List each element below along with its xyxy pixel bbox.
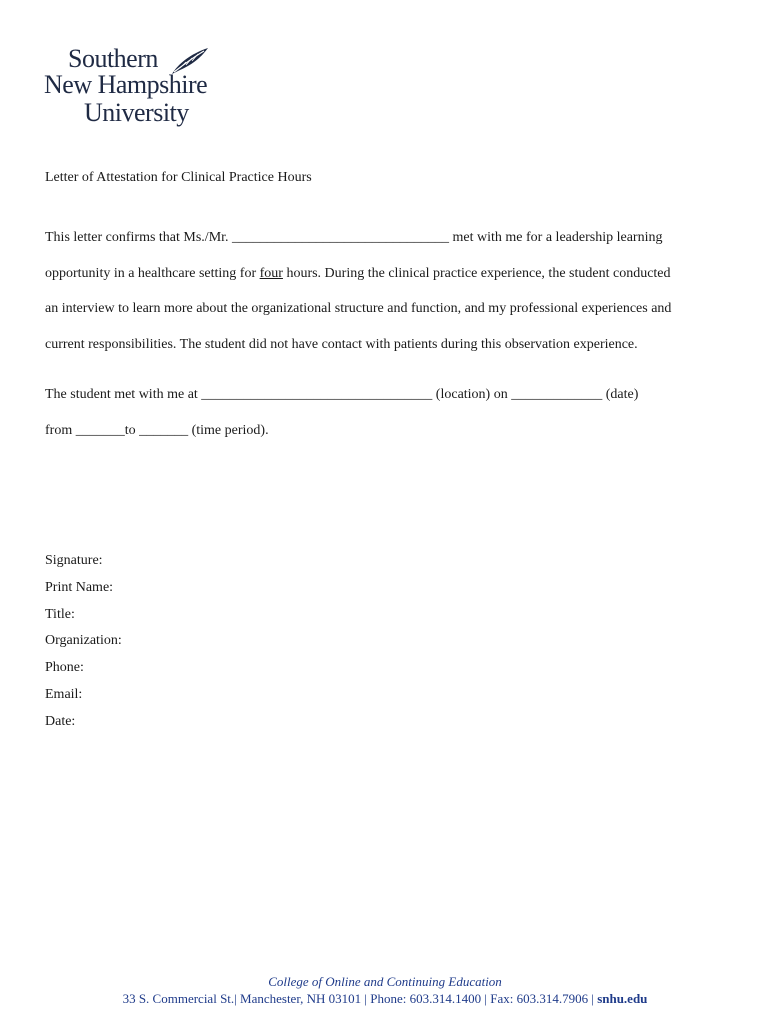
logo-line-southern: Southern (68, 44, 158, 73)
hours-underlined: four (259, 265, 283, 281)
paragraph-line: current responsibilities. The student did not have contact with patients during this observation experience. (45, 336, 638, 352)
paragraph-line: This letter confirms that Ms./Mr. _______________________________ met with me for a leadership learning (45, 230, 663, 245)
paragraph-line: an interview to learn more about the organizational structure and function, and my professional experiences and (45, 301, 672, 316)
logo-line-new-hampshire: New Hampshire (44, 70, 208, 99)
paragraph-confirmation (45, 220, 735, 362)
quill-leaf-icon (168, 46, 212, 76)
text-segment: opportunity in a healthcare setting for (45, 265, 260, 281)
field-print-name: Print Name: (45, 579, 114, 595)
field-phone: Phone: (45, 660, 84, 676)
footer-address: 33 S. Commercial St.| Manchester, NH 03101 | Phone: 603.314.1400 | Fax: 603.314.7906 | (122, 991, 598, 1006)
field-email: Email: (45, 686, 83, 702)
paragraph-line (45, 256, 735, 292)
field-signature: Signature: (45, 553, 103, 568)
logo-line-university: University (84, 98, 189, 127)
snhu-logo (44, 44, 224, 136)
text-segment: hours. During the clinical practice experience, the student conducted (282, 265, 671, 281)
field-date: Date: (45, 713, 76, 729)
footer-college: College of Online and Continuing Education (268, 974, 502, 989)
footer (0, 973, 770, 1007)
signature-fields (45, 548, 122, 736)
paragraph-meeting (45, 377, 735, 449)
footer-contact (0, 990, 770, 1007)
paragraph-line: The student met with me at _________________________________ (location) on _____________ (date) (45, 387, 639, 402)
footer-website-link[interactable]: snhu.edu (597, 991, 648, 1006)
document-title: Letter of Attestation for Clinical Practice Hours (45, 170, 312, 185)
paragraph-line: from _______to _______ (time period). (45, 423, 269, 438)
field-title: Title: (45, 606, 75, 622)
field-organization: Organization: (45, 633, 122, 649)
